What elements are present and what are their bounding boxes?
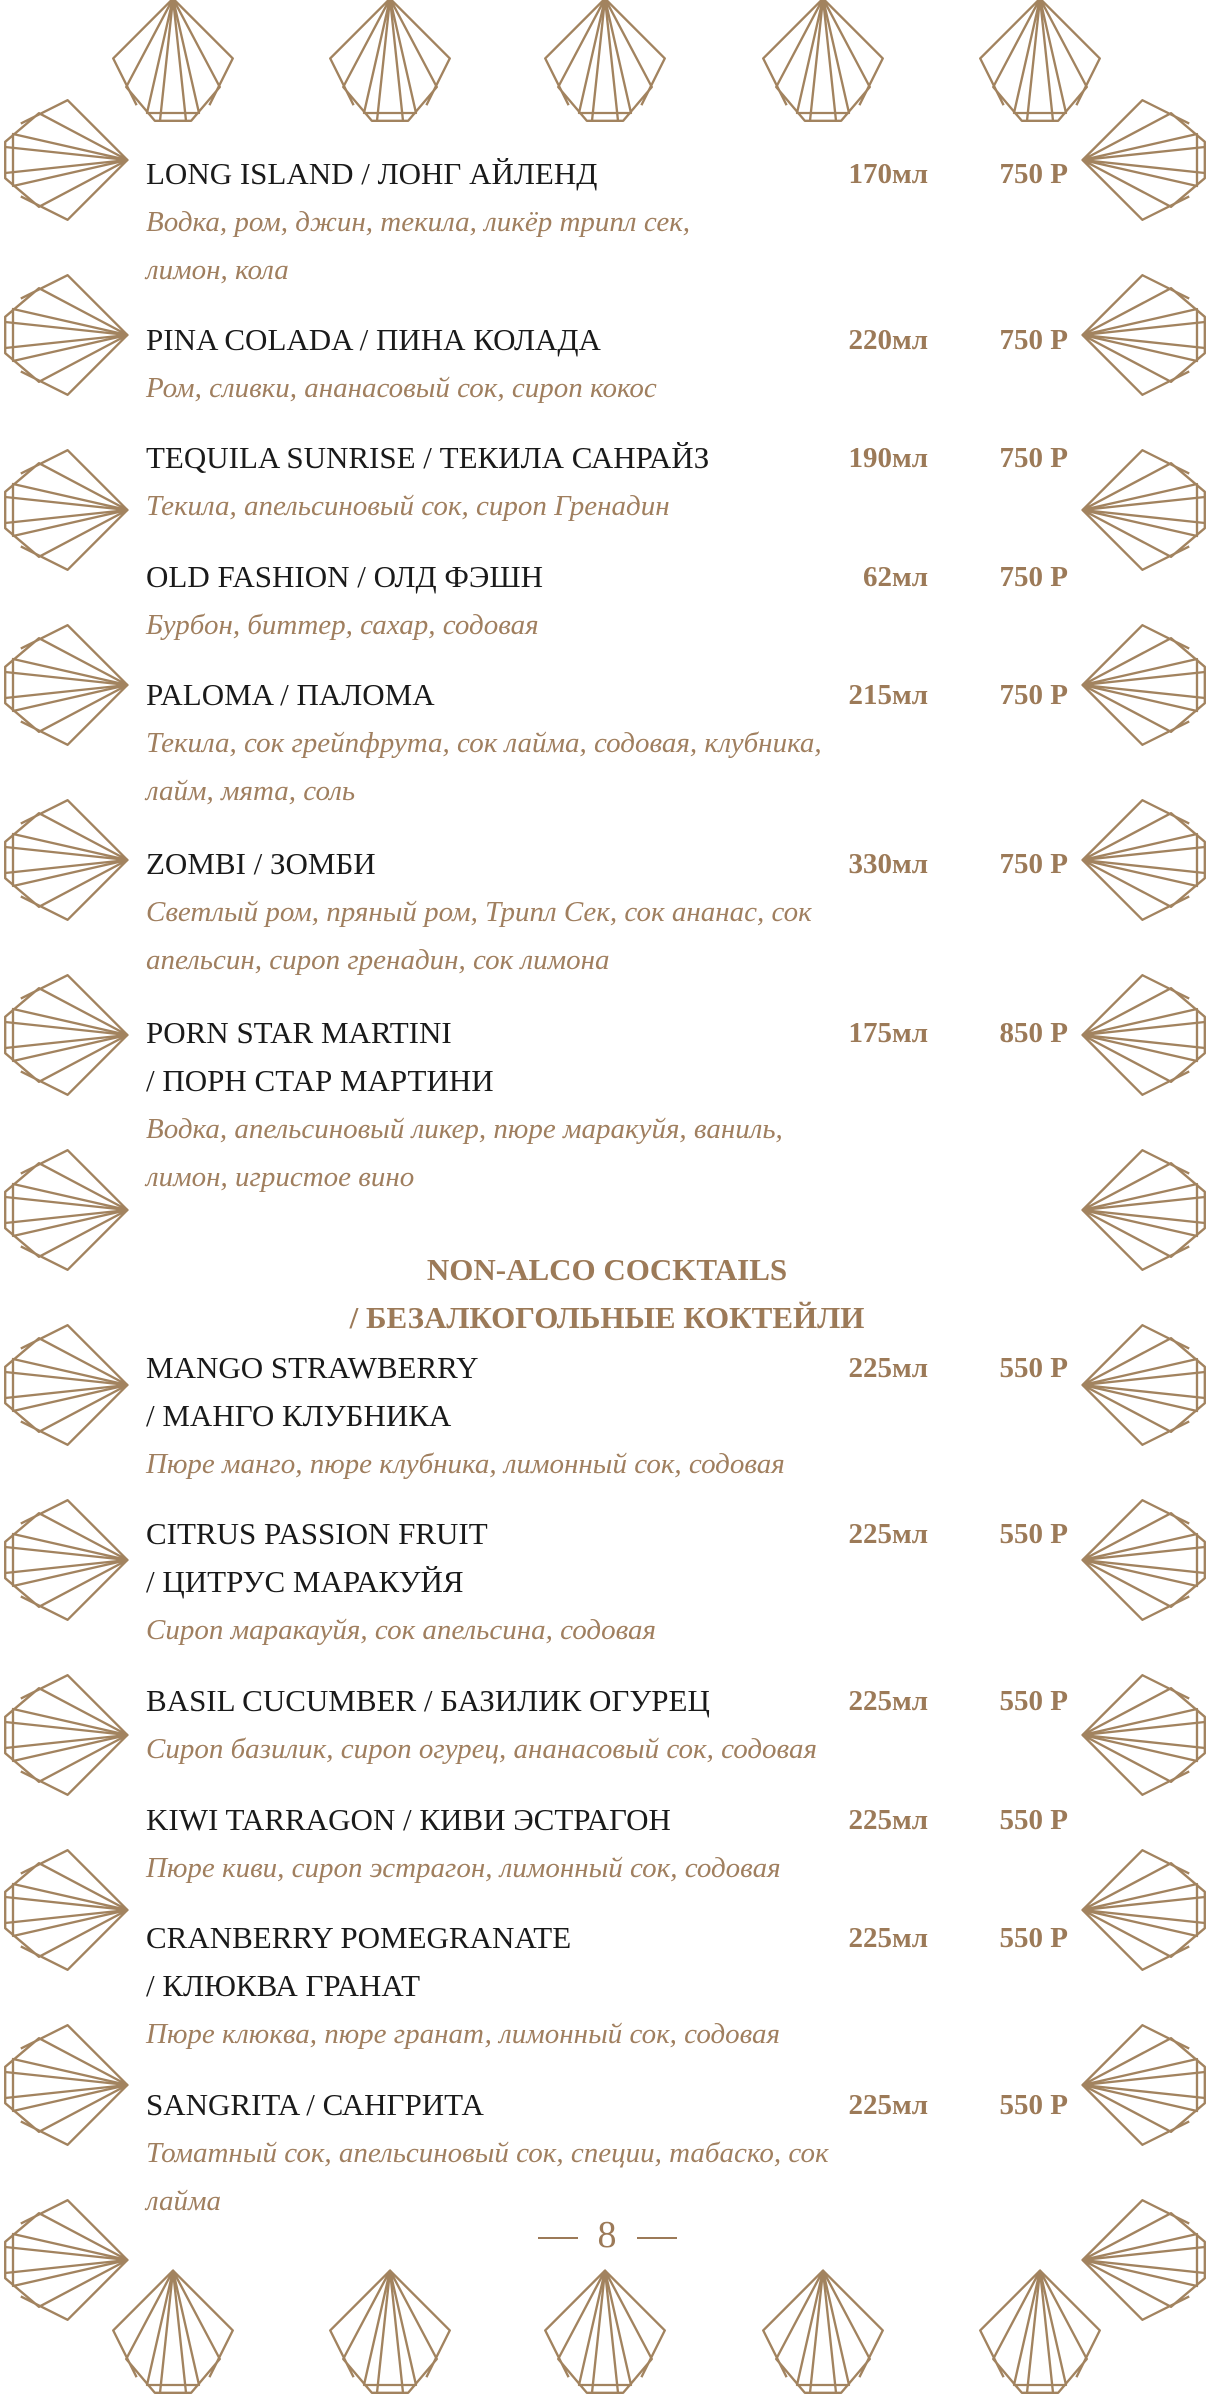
item-description: Светлый ром, пряный ром, Трипл Сек, сок ананас, сок апельсин, сироп гренадин, сок лимона	[146, 896, 812, 976]
art-deco-fan-icon	[1080, 795, 1210, 925]
item-name: OLD FASHION / ОЛД ФЭШН	[146, 559, 544, 594]
item-volume: 225мл	[848, 1922, 928, 1954]
item-volume: 220мл	[848, 324, 928, 356]
art-deco-fan-icon	[1080, 1670, 1210, 1800]
art-deco-fan-icon	[1080, 1320, 1210, 1450]
item-price: 550 Р	[999, 1922, 1068, 1954]
art-deco-fan-icon	[1080, 1845, 1210, 1975]
item-volume: 215мл	[848, 679, 928, 711]
item-name: PORN STAR MARTINI / ПОРН СТАР МАРТИНИ	[146, 1015, 494, 1098]
item-volume: 225мл	[848, 1685, 928, 1717]
item-volume: 170мл	[848, 158, 928, 190]
item-name: PINA COLADA / ПИНА КОЛАДА	[146, 322, 601, 357]
item-volume: 330мл	[848, 848, 928, 880]
art-deco-fan-icon	[0, 620, 130, 750]
art-deco-fan-icon	[0, 795, 130, 925]
item-volume: 190мл	[848, 442, 928, 474]
item-price: 750 Р	[999, 848, 1068, 880]
item-price: 550 Р	[999, 1685, 1068, 1717]
art-deco-fan-icon	[0, 270, 130, 400]
item-price: 750 Р	[999, 561, 1068, 593]
item-name: CITRUS PASSION FRUIT / ЦИТРУС МАРАКУЙЯ	[146, 1516, 488, 1599]
item-name: CRANBERRY POMEGRANATE / КЛЮКВА ГРАНАТ	[146, 1920, 572, 2003]
item-name: MANGO STRAWBERRY / МАНГО КЛУБНИКА	[146, 1350, 479, 1433]
art-deco-fan-icon	[0, 1495, 130, 1625]
item-description: Пюре клюква, пюре гранат, лимонный сок, содовая	[146, 2018, 780, 2050]
item-price: 550 Р	[999, 1518, 1068, 1550]
page-number	[146, 2210, 1068, 2260]
art-deco-fan-icon	[0, 2195, 130, 2325]
page-number-text: 8	[597, 2214, 617, 2256]
menu-content	[146, 0, 1068, 2394]
item-description: Текила, сок грейпфрута, сок лайма, содовая, клубника, лайм, мята, соль	[146, 727, 822, 807]
item-volume: 175мл	[848, 1017, 928, 1049]
item-name: KIWI TARRAGON / КИВИ ЭСТРАГОН	[146, 1802, 671, 1837]
item-name: BASIL CUCUMBER / БАЗИЛИК ОГУРЕЦ	[146, 1683, 710, 1718]
dash-left	[538, 2237, 578, 2239]
item-price: 550 Р	[999, 1352, 1068, 1384]
art-deco-fan-icon	[0, 95, 130, 225]
item-description: Пюре киви, сироп эстрагон, лимонный сок, содовая	[146, 1852, 781, 1884]
art-deco-fan-icon	[1080, 270, 1210, 400]
art-deco-fan-icon	[0, 1845, 130, 1975]
art-deco-fan-icon	[0, 2020, 130, 2150]
item-description: Бурбон, биттер, сахар, содовая	[146, 609, 539, 641]
art-deco-fan-icon	[0, 1145, 130, 1275]
section-title: NON-ALCO COCKTAILS / БЕЗАЛКОГОЛЬНЫЕ КОКТЕЙЛИ	[349, 1252, 865, 1335]
item-price: 750 Р	[999, 442, 1068, 474]
art-deco-fan-icon	[1080, 1145, 1210, 1275]
art-deco-fan-icon	[0, 1320, 130, 1450]
item-name: PALOMA / ПАЛОМА	[146, 677, 435, 712]
art-deco-fan-icon	[1080, 1495, 1210, 1625]
item-price: 550 Р	[999, 2089, 1068, 2121]
item-name: TEQUILA SUNRISE / ТЕКИЛА САНРАЙЗ	[146, 440, 710, 475]
item-volume: 62мл	[862, 561, 928, 593]
item-volume: 225мл	[848, 2089, 928, 2121]
art-deco-fan-icon	[1080, 95, 1210, 225]
item-name: SANGRITA / САНГРИТА	[146, 2087, 484, 2122]
item-description: Сироп маракауйя, сок апельсина, содовая	[146, 1614, 656, 1646]
art-deco-fan-icon	[1080, 445, 1210, 575]
item-description: Томатный сок, апельсиновый сок, специи, табаско, сок лайма	[146, 2137, 829, 2217]
item-volume: 225мл	[848, 1804, 928, 1836]
art-deco-fan-icon	[0, 445, 130, 575]
item-description: Ром, сливки, ананасовый сок, сироп кокос	[146, 372, 657, 404]
item-price: 850 Р	[999, 1017, 1068, 1049]
item-name: ZOMBI / ЗОМБИ	[146, 846, 376, 881]
item-description: Водка, ром, джин, текила, ликёр трипл сек, лимон, кола	[146, 206, 691, 286]
art-deco-fan-icon	[1080, 620, 1210, 750]
item-volume: 225мл	[848, 1352, 928, 1384]
item-description: Сироп базилик, сироп огурец, ананасовый сок, содовая	[146, 1733, 817, 1765]
item-name: LONG ISLAND / ЛОНГ АЙЛЕНД	[146, 156, 598, 191]
art-deco-fan-icon	[1080, 2020, 1210, 2150]
art-deco-fan-icon	[0, 1670, 130, 1800]
art-deco-fan-icon	[1080, 2195, 1210, 2325]
item-description: Водка, апельсиновый ликер, пюре маракуйя, ваниль, лимон, игристое вино	[146, 1113, 783, 1193]
item-price: 550 Р	[999, 1804, 1068, 1836]
art-deco-fan-icon	[0, 970, 130, 1100]
item-price: 750 Р	[999, 324, 1068, 356]
item-price: 750 Р	[999, 679, 1068, 711]
item-description: Пюре манго, пюре клубника, лимонный сок, содовая	[146, 1448, 785, 1480]
dash-right	[637, 2237, 677, 2239]
art-deco-fan-icon	[1080, 970, 1210, 1100]
item-price: 750 Р	[999, 158, 1068, 190]
item-description: Текила, апельсиновый сок, сироп Гренадин	[146, 490, 670, 522]
item-volume: 225мл	[848, 1518, 928, 1550]
